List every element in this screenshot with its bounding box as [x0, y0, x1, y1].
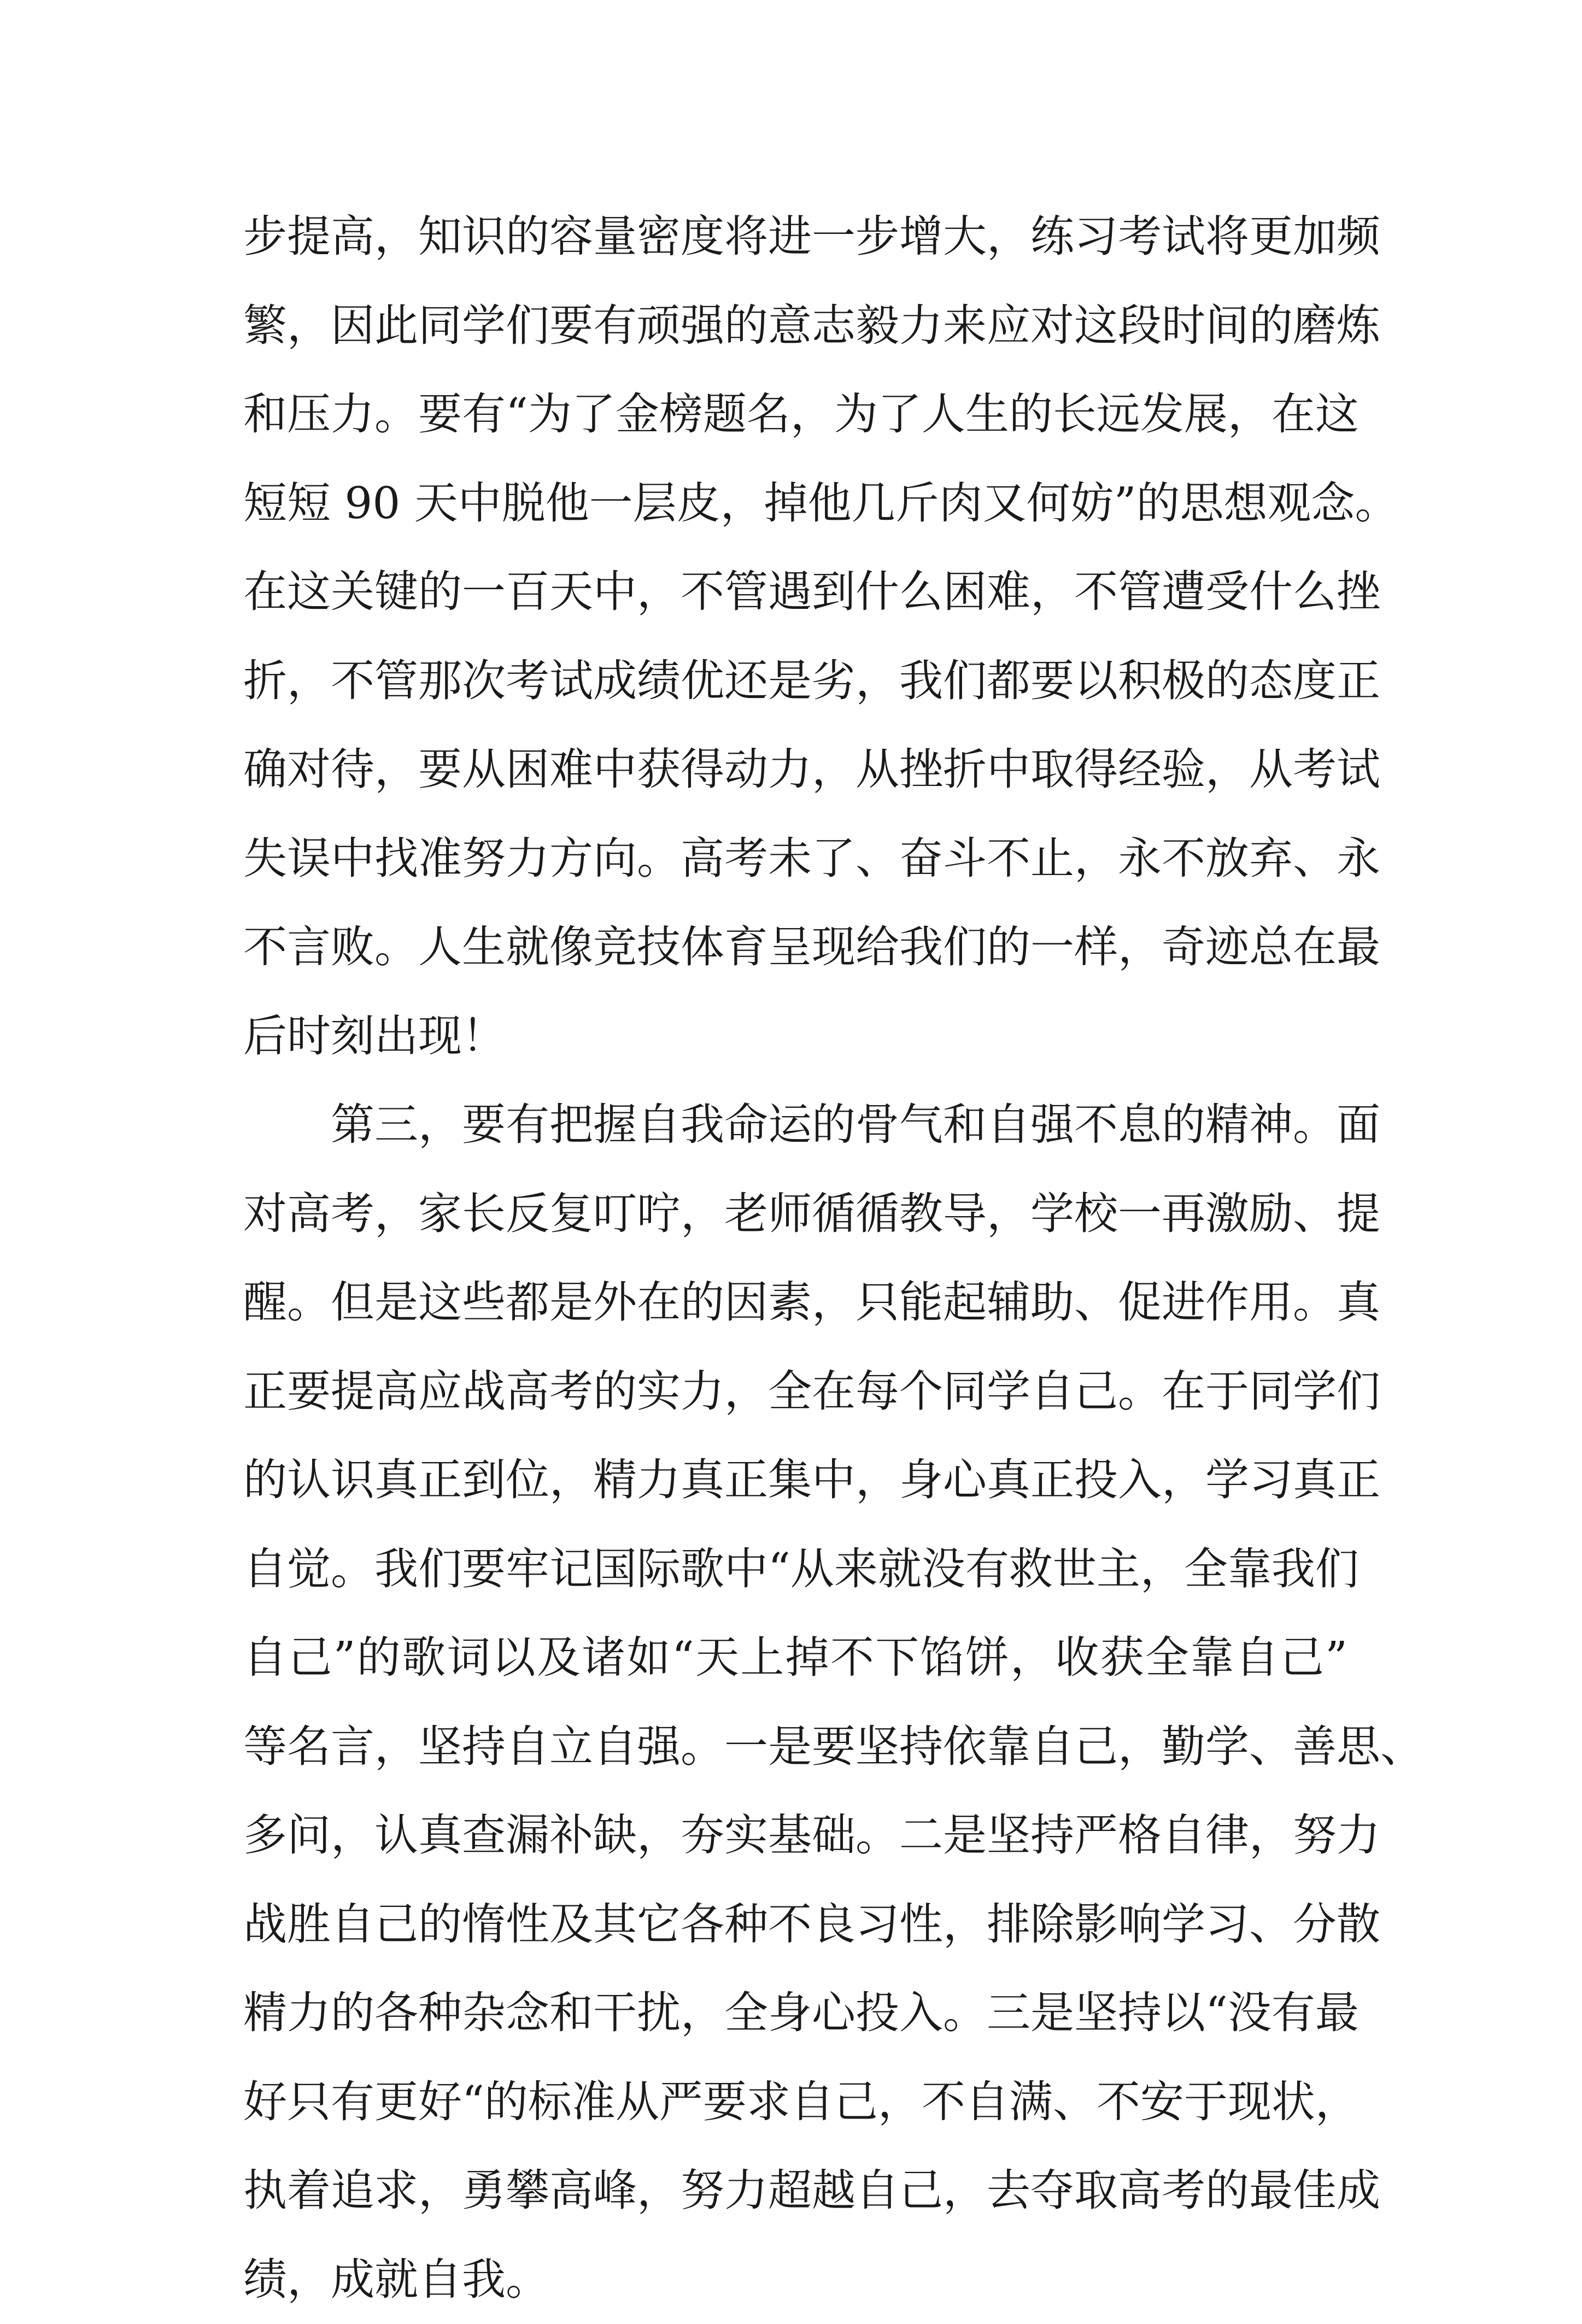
text-line: 失误中找准努力方向。高考未了、奋斗不止，永不放弃、永: [243, 814, 1347, 903]
text-line: 自己”的歌词以及诸如“天上掉不下馅饼，收获全靠自己”: [243, 1613, 1347, 1703]
text-line: 执着追求，勇攀高峰，努力超越自己，去夺取高考的最佳成: [243, 2146, 1347, 2235]
text-line: 等名言，坚持自立自强。一是要坚持依靠自己，勤学、善思、: [243, 1703, 1347, 1792]
text-line: 确对待，要从困难中获得动力，从挫折中取得经验，从考试: [243, 725, 1347, 814]
text-line: 好只有更好“的标准从严要求自己，不自满、不安于现状，: [243, 2058, 1347, 2147]
paragraph-2: [243, 1081, 1347, 2324]
text-line: 不言败。人生就像竞技体育呈现给我们的一样，奇迹总在最: [243, 903, 1347, 992]
text-line: 在这关键的一百天中，不管遇到什么困难，不管遭受什么挫: [243, 548, 1347, 637]
text-line: 自觉。我们要牢记国际歌中“从来就没有救世主，全靠我们: [243, 1525, 1347, 1614]
paragraph-1: [243, 192, 1347, 1081]
text-line: 多问，认真查漏补缺，夯实基础。二是坚持严格自律，努力: [243, 1791, 1347, 1880]
text-line: 步提高，知识的容量密度将进一步增大，练习考试将更加频: [243, 192, 1347, 281]
text-line: 后时刻出现！: [243, 992, 1347, 1081]
text-line: 正要提高应战高考的实力，全在每个同学自己。在于同学们: [243, 1347, 1347, 1436]
text-line: 折，不管那次考试成绩优还是劣，我们都要以积极的态度正: [243, 637, 1347, 726]
text-line: 精力的各种杂念和干扰，全身心投入。三是坚持以“没有最: [243, 1969, 1347, 2058]
text-line: 短短 90 天中脱他一层皮，掉他几斤肉又何妨”的思想观念。: [243, 459, 1347, 548]
text-line: 和压力。要有“为了金榜题名，为了人生的长远发展，在这: [243, 370, 1347, 459]
text-line: 醒。但是这些都是外在的因素，只能起辅助、促进作用。真: [243, 1258, 1347, 1347]
text-line: 第三，要有把握自我命运的骨气和自强不息的精神。面: [243, 1081, 1347, 1170]
text-line: 绩，成就自我。: [243, 2235, 1347, 2324]
text-line: 繁，因此同学们要有顽强的意志毅力来应对这段时间的磨炼: [243, 281, 1347, 371]
text-line: 对高考，家长反复叮咛，老师循循教导，学校一再激励、提: [243, 1170, 1347, 1259]
text-line: 的认识真正到位，精力真正集中，身心真正投入，学习真正: [243, 1436, 1347, 1525]
body-text: [243, 192, 1347, 2324]
text-line: 战胜自己的惰性及其它各种不良习性，排除影响学习、分散: [243, 1880, 1347, 1969]
